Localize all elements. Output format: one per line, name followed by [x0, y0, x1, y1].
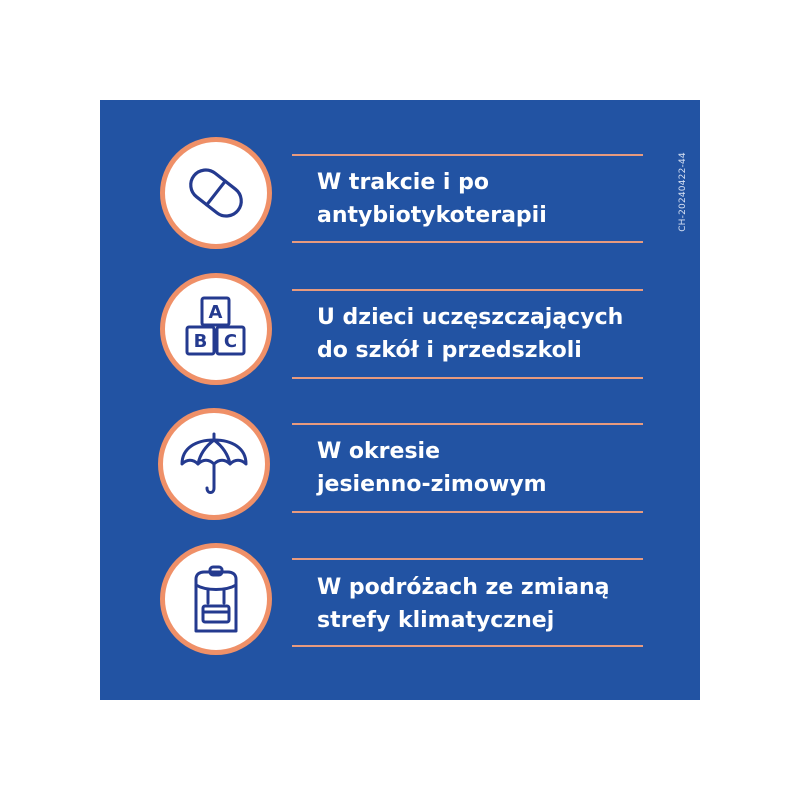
item-label: [317, 571, 647, 637]
item-label-line: W okresie: [317, 439, 440, 464]
divider-line: [292, 423, 643, 425]
item-label-line: U dzieci uczęszczających: [317, 305, 624, 330]
divider-line: [292, 645, 643, 647]
capsule-icon: [176, 153, 256, 233]
item-label-line: jesienno-zimowym: [317, 472, 547, 497]
divider-line: [292, 289, 643, 291]
icon-circle: [160, 273, 272, 385]
abc-blocks-icon: [173, 286, 259, 372]
item-label: [317, 301, 647, 367]
item-label-line: W podróżach ze zmianą: [317, 575, 610, 600]
item-label: [317, 435, 647, 501]
item-label-line: W trakcie i po: [317, 170, 489, 195]
umbrella-icon: [174, 424, 254, 504]
divider-line: [292, 511, 643, 513]
divider-line: [292, 154, 643, 156]
icon-circle: [158, 408, 270, 520]
icon-circle: [160, 543, 272, 655]
icon-circle: [160, 137, 272, 249]
backpack-icon: [176, 559, 256, 639]
item-label-line: strefy klimatycznej: [317, 608, 555, 633]
item-label: [317, 166, 647, 232]
block-letter-c: C: [223, 331, 238, 352]
block-letter-b: B: [193, 331, 208, 352]
block-letter-a: A: [208, 302, 223, 323]
divider-line: [292, 241, 643, 243]
item-label-line: antybiotykoterapii: [317, 203, 547, 228]
item-label-line: do szkół i przedszkoli: [317, 338, 582, 363]
divider-line: [292, 558, 643, 560]
document-code: CH-20240422-44: [678, 152, 688, 232]
divider-line: [292, 377, 643, 379]
